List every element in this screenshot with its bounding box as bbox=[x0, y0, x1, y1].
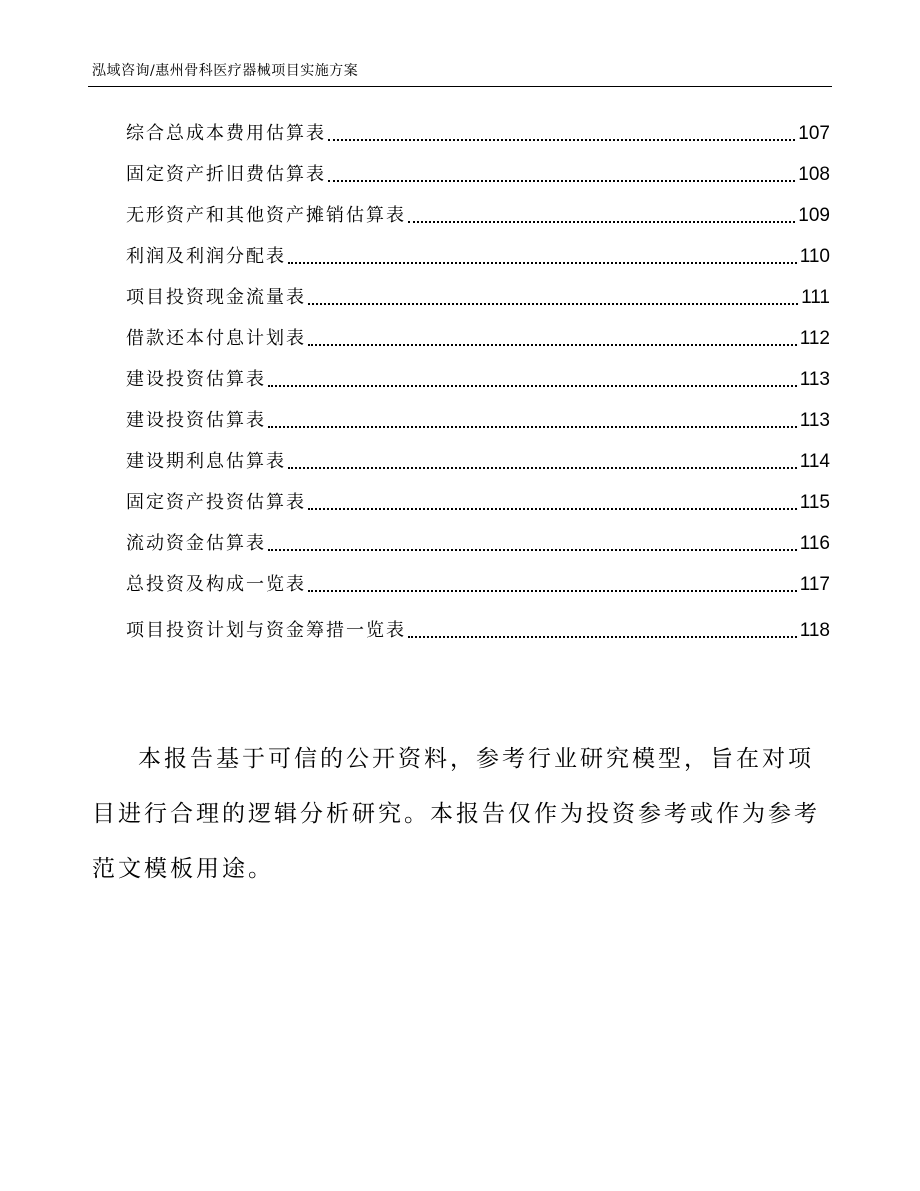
toc-entry[interactable] bbox=[126, 528, 830, 556]
toc-entry-title: 借款还本付息计划表 bbox=[126, 328, 306, 349]
toc-entry-title: 项目投资现金流量表 bbox=[126, 287, 306, 308]
toc-entry-title: 建设期利息估算表 bbox=[126, 451, 286, 472]
disclaimer-paragraph: 本报告基于可信的公开资料，参考行业研究模型，旨在对项目进行合理的逻辑分析研究。本报告仅作为投资参考或作为参考范文模板用途。 bbox=[92, 746, 820, 882]
toc-leader-dots bbox=[308, 590, 797, 592]
toc-entry[interactable] bbox=[126, 446, 830, 474]
toc-entry[interactable] bbox=[126, 241, 830, 269]
toc-leader-dots bbox=[288, 467, 797, 469]
toc-leader-dots bbox=[328, 139, 795, 141]
toc-entry[interactable] bbox=[126, 569, 830, 597]
toc-entry-page: 108 bbox=[798, 164, 830, 185]
toc-entry-page: 111 bbox=[801, 287, 830, 308]
toc-entry-title: 固定资产折旧费估算表 bbox=[126, 164, 326, 185]
toc-entry-title: 流动资金估算表 bbox=[126, 533, 266, 554]
toc-entry[interactable] bbox=[126, 159, 830, 187]
toc-entry[interactable] bbox=[126, 282, 830, 310]
toc-leader-dots bbox=[308, 508, 797, 510]
toc-entry-page: 109 bbox=[798, 205, 830, 226]
toc-entry-page: 118 bbox=[799, 620, 830, 641]
toc-leader-dots bbox=[288, 262, 797, 264]
toc-entry-page: 110 bbox=[799, 246, 830, 267]
toc-entry-title: 建设投资估算表 bbox=[126, 410, 266, 431]
toc-entry-title: 无形资产和其他资产摊销估算表 bbox=[126, 205, 406, 226]
toc-entry-page: 114 bbox=[799, 451, 830, 472]
toc-leader-dots bbox=[408, 221, 795, 223]
toc-leader-dots bbox=[308, 344, 797, 346]
toc-leader-dots bbox=[268, 426, 797, 428]
toc-leader-dots bbox=[308, 303, 798, 305]
toc-entry[interactable] bbox=[126, 323, 830, 351]
toc-entry[interactable] bbox=[126, 118, 830, 146]
toc-entry[interactable] bbox=[126, 364, 830, 392]
toc-entry-title: 项目投资计划与资金筹措一览表 bbox=[126, 620, 406, 641]
toc-entry[interactable] bbox=[126, 487, 830, 515]
toc-entry-title: 总投资及构成一览表 bbox=[126, 574, 306, 595]
toc-entry-page: 115 bbox=[799, 492, 830, 513]
running-header: 泓域咨询/惠州骨科医疗器械项目实施方案 bbox=[92, 63, 359, 79]
header-rule bbox=[88, 86, 832, 87]
toc-entry-page: 117 bbox=[799, 574, 830, 595]
toc-entry-title: 建设投资估算表 bbox=[126, 369, 266, 390]
toc-entry-title: 综合总成本费用估算表 bbox=[126, 123, 326, 144]
toc-entry[interactable] bbox=[126, 615, 830, 643]
toc-leader-dots bbox=[268, 549, 797, 551]
toc-entry[interactable] bbox=[126, 405, 830, 433]
toc-entry-page: 113 bbox=[799, 369, 830, 390]
toc-entry-page: 116 bbox=[799, 533, 830, 554]
toc-leader-dots bbox=[408, 636, 797, 638]
toc-entry-page: 113 bbox=[799, 410, 830, 431]
toc-entry-title: 利润及利润分配表 bbox=[126, 246, 286, 267]
toc-entry[interactable] bbox=[126, 200, 830, 228]
toc-entry-page: 107 bbox=[798, 123, 830, 144]
toc-leader-dots bbox=[328, 180, 795, 182]
toc-entry-page: 112 bbox=[799, 328, 830, 349]
toc-entry-title: 固定资产投资估算表 bbox=[126, 492, 306, 513]
toc-leader-dots bbox=[268, 385, 797, 387]
